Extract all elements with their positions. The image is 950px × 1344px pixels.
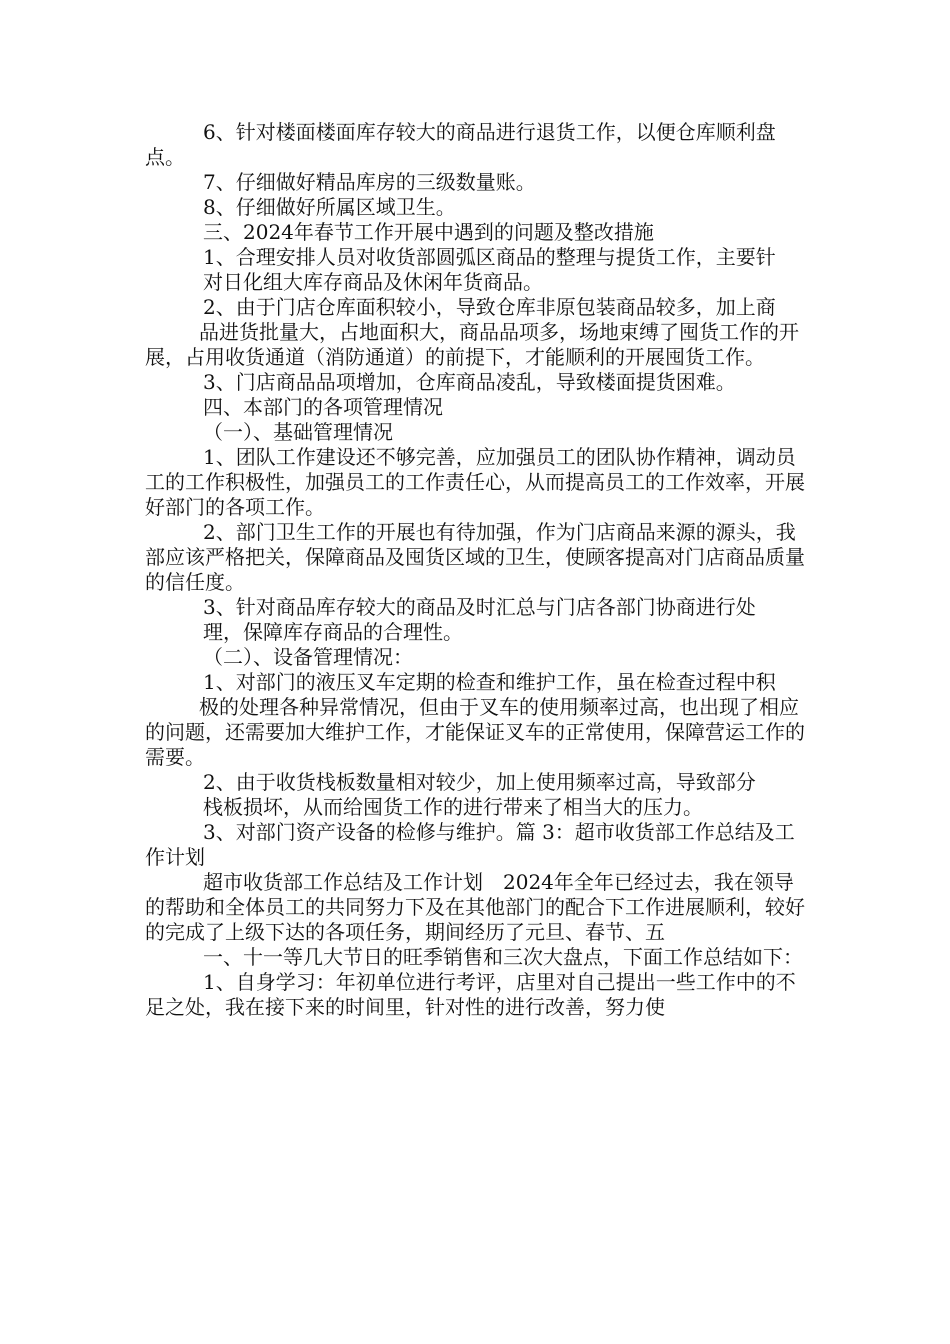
paragraph-issue-2-continued: 品进货批量大，占地面积大，商品品项多，场地束缚了囤货工作的开展，占用收货通道（消防通道）的前提下，才能顺利的开展囤货工作。 — [145, 320, 799, 369]
paragraph-equipment-1-continued: 极的处理各种异常情况，但由于叉车的使用频率过高，也出现了相应的问题，还需要加大维护工作，才能保证叉车的正常使用，保障营运工作的需要。 — [145, 695, 805, 769]
paragraph-equipment-3: 3、对部门资产设备的检修与维护。篇 3：超市收货部工作总结及工作计划 — [145, 820, 795, 869]
paragraph-item-8: 8、仔细做好所属区域卫生。 — [203, 195, 456, 219]
paragraph-equipment-1: 1、对部门的液压叉车定期的检查和维护工作，虽在检查过程中积 — [203, 670, 776, 694]
paragraph-basic-3: 3、针对商品库存较大的商品及时汇总与门店各部门协商进行处 — [203, 595, 756, 619]
paragraph-issue-1: 1、合理安排人员对收货部圆弧区商品的整理与提货工作，主要针 — [203, 245, 776, 269]
subsection-heading-basic: （一）、基础管理情况 — [203, 420, 393, 444]
paragraph-basic-1: 1、团队工作建设还不够完善，应加强员工的团队协作精神，调动员工的工作积极性，加强员工的工作责任心，从而提高员工的工作效率，开展好部门的各项工作。 — [145, 445, 805, 519]
paragraph-item-6: 6、针对楼面楼面库存较大的商品进行退货工作，以便仓库顺利盘点。 — [145, 120, 776, 169]
paragraph-issue-2: 2、由于门店仓库面积较小，导致仓库非原包装商品较多，加上商 — [203, 295, 776, 319]
paragraph-equipment-2-continued: 栈板损坏，从而给囤货工作的进行带来了相当大的压力。 — [203, 795, 703, 819]
paragraph-issue-1-continued: 对日化组大库存商品及休闲年货商品。 — [203, 270, 543, 294]
paragraph-basic-3-continued: 理，保障库存商品的合理性。 — [203, 620, 463, 644]
paragraph-self-study: 1、自身学习：年初单位进行考评，店里对自己提出一些工作中的不足之处，我在接下来的时间里，针对性的进行改善，努力使 — [145, 970, 796, 1019]
section-heading-3: 三、2024年春节工作开展中遇到的问题及整改措施 — [203, 220, 654, 244]
section-heading-4: 四、本部门的各项管理情况 — [203, 395, 443, 419]
paragraph-item-7: 7、仔细做好精品库房的三级数量账。 — [203, 170, 536, 194]
paragraph-equipment-2: 2、由于收货栈板数量相对较少，加上使用频率过高，导致部分 — [203, 770, 756, 794]
document-body — [145, 120, 810, 1020]
paragraph-issue-3: 3、门店商品品项增加，仓库商品凌乱，导致楼面提货困难。 — [203, 370, 736, 394]
paragraph-summary-intro: 超市收货部工作总结及工作计划 2024年全年已经过去，我在领导的帮助和全体员工的共同努力下及在其他部门的配合下工作进展顺利，较好的完成了上级下达的各项任务，期间经历了元旦、春节、五 — [145, 870, 805, 944]
paragraph-basic-2: 2、部门卫生工作的开展也有待加强，作为门店商品来源的源头，我部应该严格把关，保障商品及囤货区域的卫生，使顾客提高对门店商品质量的信任度。 — [145, 520, 805, 594]
paragraph-summary-holidays: 一、十一等几大节日的旺季销售和三次大盘点，下面工作总结如下： — [203, 945, 803, 969]
subsection-heading-equipment: （二）、设备管理情况： — [203, 645, 413, 669]
